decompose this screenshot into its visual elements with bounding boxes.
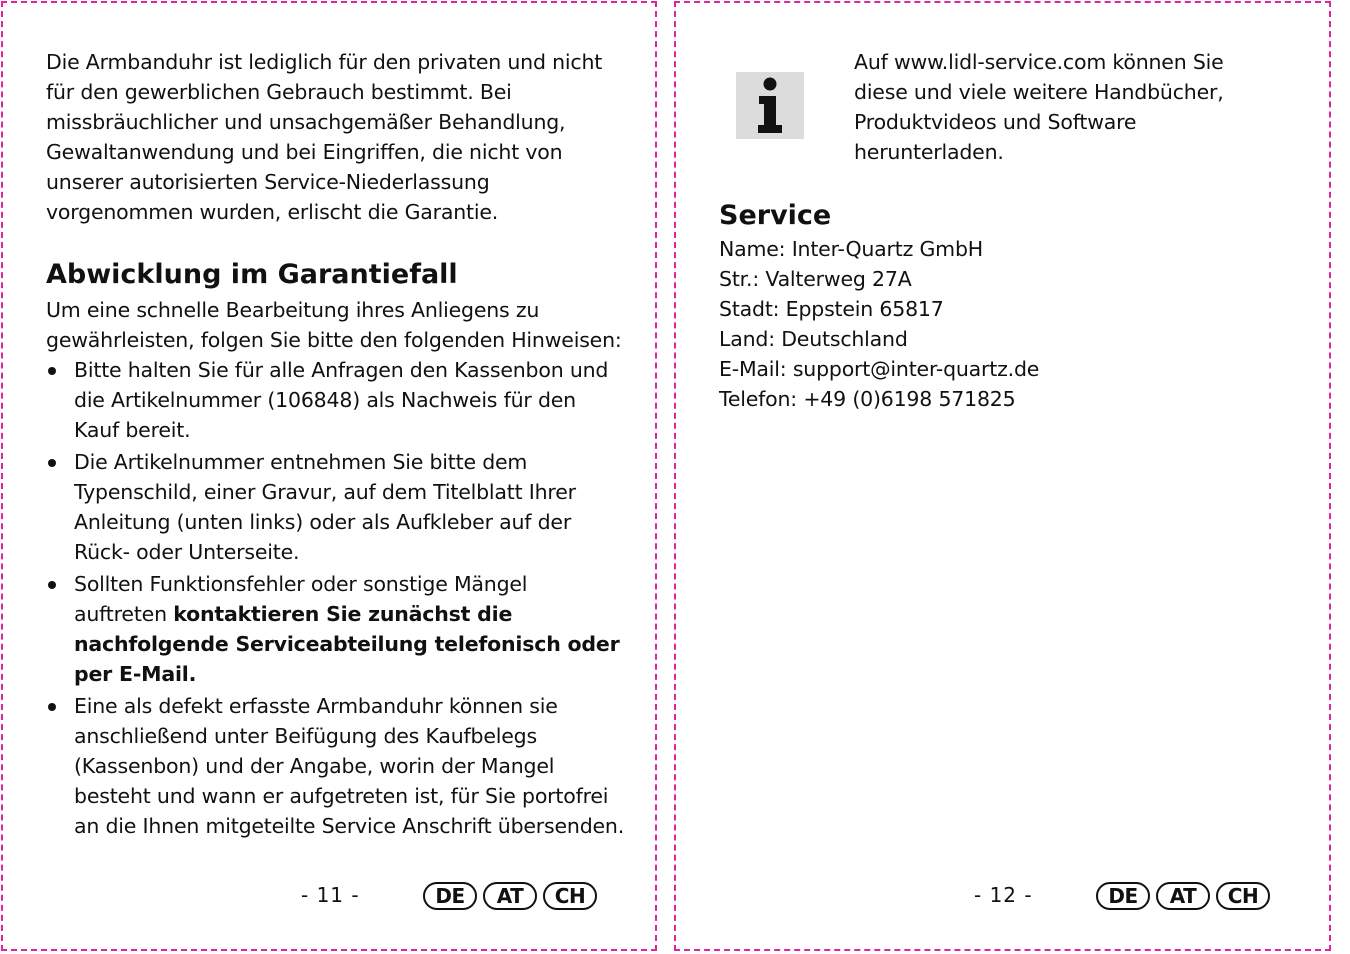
service-city: Stadt: Eppstein 65817 [719, 297, 944, 321]
service-street: Str.: Valterweg 27A [719, 267, 912, 291]
bullet-icon [48, 581, 56, 589]
info-paragraph: Auf www.lidl-service.com können Sie diese und viele weitere Handbücher, Produktvideos und Software herunterladen. [854, 50, 1224, 164]
page-left [1, 1, 657, 951]
page-number: - 11 - [301, 883, 360, 907]
info-icon [736, 72, 804, 139]
service-phone: Telefon: +49 (0)6198 571825 [719, 387, 1016, 411]
country-badges [423, 882, 597, 910]
emphasized-text: kontaktieren Sie zunächst die nachfolgende Serviceabteilung telefonisch oder per E-Mail. [74, 602, 620, 686]
list-item: Sollten Funktionsfehler oder sonstige Mängel auftreten kontaktieren Sie zunächst die nachfolgende Serviceabteilung telefonisch oder per E-Mail. [46, 569, 626, 689]
bullet-icon [48, 367, 56, 375]
list-item: Die Artikelnummer entnehmen Sie bitte dem Typenschild, einer Gravur, auf dem Titelblatt Ihrer Anleitung (unten links) oder als Aufkleber auf der Rück- oder Unterseite. [46, 447, 626, 567]
service-contact [719, 234, 1219, 414]
page-right [674, 1, 1331, 951]
country-badge-ch: CH [1216, 882, 1270, 910]
country-badge-de: DE [423, 882, 477, 910]
warranty-steps-list [46, 355, 626, 841]
service-name: Name: Inter-Quartz GmbH [719, 237, 983, 261]
section-heading-warranty: Abwicklung im Garantiefall [46, 259, 458, 290]
country-badge-at: AT [1156, 882, 1210, 910]
warranty-section [46, 295, 626, 843]
bullet-icon [48, 703, 56, 711]
page-number: - 12 - [974, 883, 1033, 907]
intro-paragraph: Die Armbanduhr ist lediglich für den privaten und nicht für den gewerblichen Gebrauch bestimmt. Bei missbräuchlicher und unsachgemäßer Behandlung, Gewaltanwendung und bei Eingriffen, die nicht von unserer autorisierten Service-Niederlassung vorgenommen wurden, erlischt die Garantie. [46, 50, 603, 224]
bullet-icon [48, 459, 56, 467]
list-item: Eine als defekt erfasste Armbanduhr können sie anschließend unter Beifügung des Kaufbelegs (Kassenbon) und der Angabe, worin der Mangel besteht und wann er aufgetreten ist, für Sie portofrei an die Ihnen mitgeteilte Service Anschrift übersenden. [46, 691, 626, 841]
list-item: Bitte halten Sie für alle Anfragen den Kassenbon und die Artikelnummer (106848) als Nachweis für den Kauf bereit. [46, 355, 626, 445]
country-badge-de: DE [1096, 882, 1150, 910]
country-badge-at: AT [483, 882, 537, 910]
country-badges [1096, 882, 1270, 910]
service-email: E-Mail: support@inter-quartz.de [719, 357, 1040, 381]
country-badge-ch: CH [543, 882, 597, 910]
lead-paragraph: Um eine schnelle Bearbeitung ihres Anliegens zu gewährleisten, folgen Sie bitte den folgenden Hinweisen: [46, 298, 622, 352]
section-heading-service: Service [719, 200, 832, 231]
service-country: Land: Deutschland [719, 327, 908, 351]
